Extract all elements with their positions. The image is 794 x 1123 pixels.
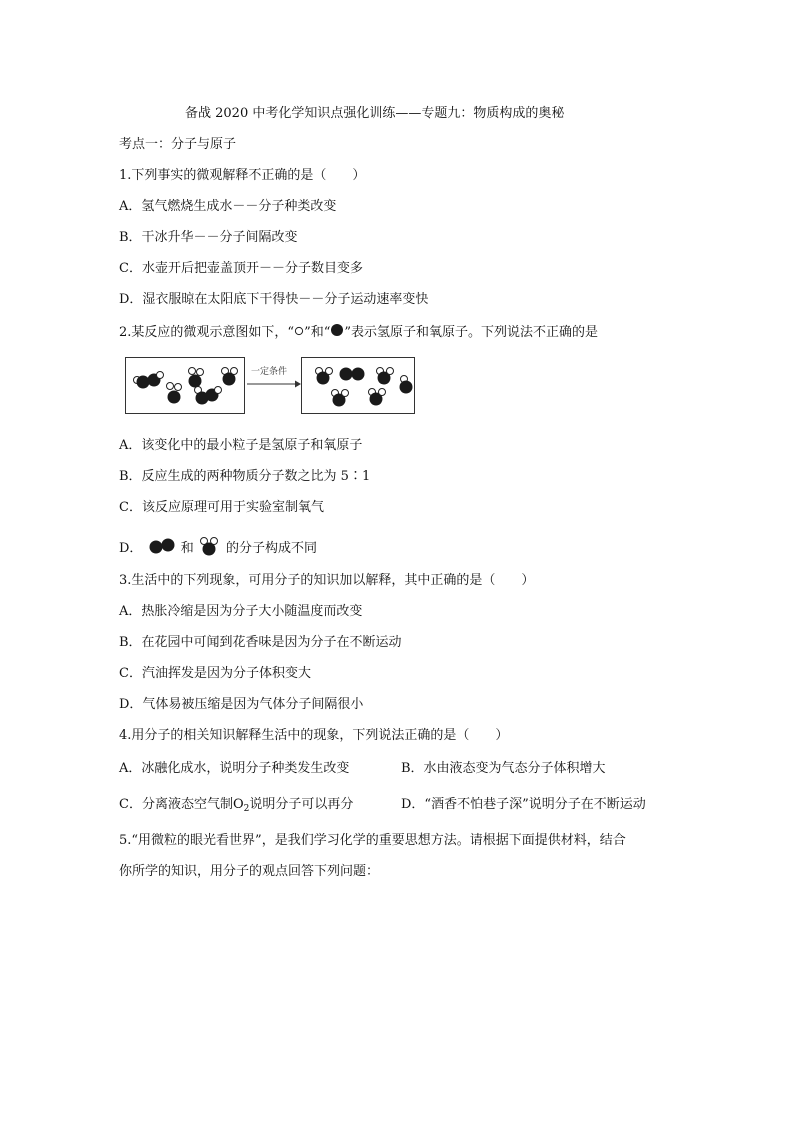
water-molecule bbox=[332, 390, 349, 407]
water-molecule bbox=[400, 376, 413, 394]
q2-option-d bbox=[119, 536, 317, 561]
q5-line-2: 你所学的知识，用分子的观点回答下列问题： bbox=[119, 864, 380, 879]
q3-option-b: B．在花园中可闻到花香味是因为分子在不断运动 bbox=[119, 635, 402, 650]
q3-stem: 3.生活中的下列现象，可用分子的知识加以解释，其中正确的是（ ） bbox=[119, 573, 535, 588]
water-molecule-icon bbox=[198, 536, 222, 561]
reactant-molecules bbox=[126, 358, 244, 413]
q2-stem-part-a: 2.某反应的微观示意图如下，“ bbox=[119, 325, 295, 340]
section-heading: 考点一：分子与原子 bbox=[119, 137, 237, 152]
oxygen-molecule bbox=[340, 368, 365, 381]
q1-stem: 1.下列事实的微观解释不正确的是（ ） bbox=[119, 168, 366, 183]
q5-line-1: 5.“用微粒的眼光看世界”，是我们学习化学的重要思想方法。请根据下面提供材料，结合 bbox=[119, 833, 626, 848]
q4-option-d: D．“酒香不怕巷子深”说明分子在不断运动 bbox=[401, 797, 646, 812]
hydrogen-peroxide-molecule bbox=[134, 372, 164, 389]
q3-option-d: D．气体易被压缩是因为气体分子间隔很小 bbox=[119, 697, 364, 712]
page-title: 备战 2020 中考化学知识点强化训练——专题九：物质构成的奥秘 bbox=[185, 106, 565, 121]
reaction-arrow-icon bbox=[245, 379, 301, 389]
q2-option-d-tail: 的分子构成不同 bbox=[226, 541, 318, 556]
q4-option-b: B．水由液态变为气态分子体积增大 bbox=[401, 761, 606, 776]
q4-option-c bbox=[119, 797, 353, 817]
hydrogen-atom-icon bbox=[294, 325, 304, 341]
q4-option-c-text-b: 说明分子可以再分 bbox=[249, 797, 354, 812]
reaction-condition-label: 一定条件 bbox=[251, 367, 288, 377]
q2-option-d-and: 和 bbox=[180, 541, 194, 556]
q2-option-d-label: D． bbox=[119, 541, 143, 556]
reaction-diagram bbox=[125, 357, 415, 415]
hydrogen-peroxide-molecule bbox=[195, 387, 222, 405]
q1-option-d: D．湿衣服晾在太阳底下干得快－－分子运动速率变快 bbox=[119, 292, 429, 307]
q1-option-a: A．氢气燃烧生成水－－分子种类改变 bbox=[119, 199, 337, 214]
product-molecules bbox=[302, 358, 414, 413]
q4-stem: 4.用分子的相关知识解释生活中的现象，下列说法正确的是（ ） bbox=[119, 728, 509, 743]
q2-stem-part-c: ”表示氢原子和氧原子。下列说法不正确的是 bbox=[344, 325, 599, 340]
oxygen-atom-icon bbox=[330, 323, 344, 342]
q4-option-a: A．冰融化成水，说明分子种类发生改变 bbox=[119, 761, 350, 776]
q2-stem-part-b: ”和“ bbox=[304, 325, 331, 340]
q2-option-c: C．该反应原理可用于实验室制氧气 bbox=[119, 500, 324, 515]
hydrogen-peroxide-molecule bbox=[167, 383, 182, 404]
products-box bbox=[301, 357, 415, 414]
water-molecule bbox=[377, 368, 394, 385]
q4-option-c-o: O bbox=[232, 797, 244, 812]
hydrogen-peroxide-molecule bbox=[189, 368, 204, 388]
q4-option-c-sub: 2 bbox=[243, 804, 250, 814]
reactants-box bbox=[125, 357, 245, 414]
q3-option-c: C．汽油挥发是因为分子体积变大 bbox=[119, 666, 311, 681]
q4-option-c-text-a: C．分离液态空气制 bbox=[119, 797, 233, 812]
q1-option-b: B．干冰升华－－分子间隔改变 bbox=[119, 230, 298, 245]
hydrogen-peroxide-molecule bbox=[222, 368, 238, 386]
water-molecule bbox=[369, 389, 386, 406]
q3-option-a: A．热胀冷缩是因为分子大小随温度而改变 bbox=[119, 604, 363, 619]
q2-option-a: A．该变化中的最小粒子是氢原子和氧原子 bbox=[119, 438, 363, 453]
water-molecule bbox=[316, 368, 333, 385]
q2-stem bbox=[119, 323, 598, 342]
q2-option-b: B．反应生成的两种物质分子数之比为 5∶1 bbox=[119, 469, 371, 484]
oxygen-molecule-icon bbox=[147, 537, 177, 560]
q1-option-c: C．水壶开后把壶盖顶开－－分子数目变多 bbox=[119, 261, 363, 276]
